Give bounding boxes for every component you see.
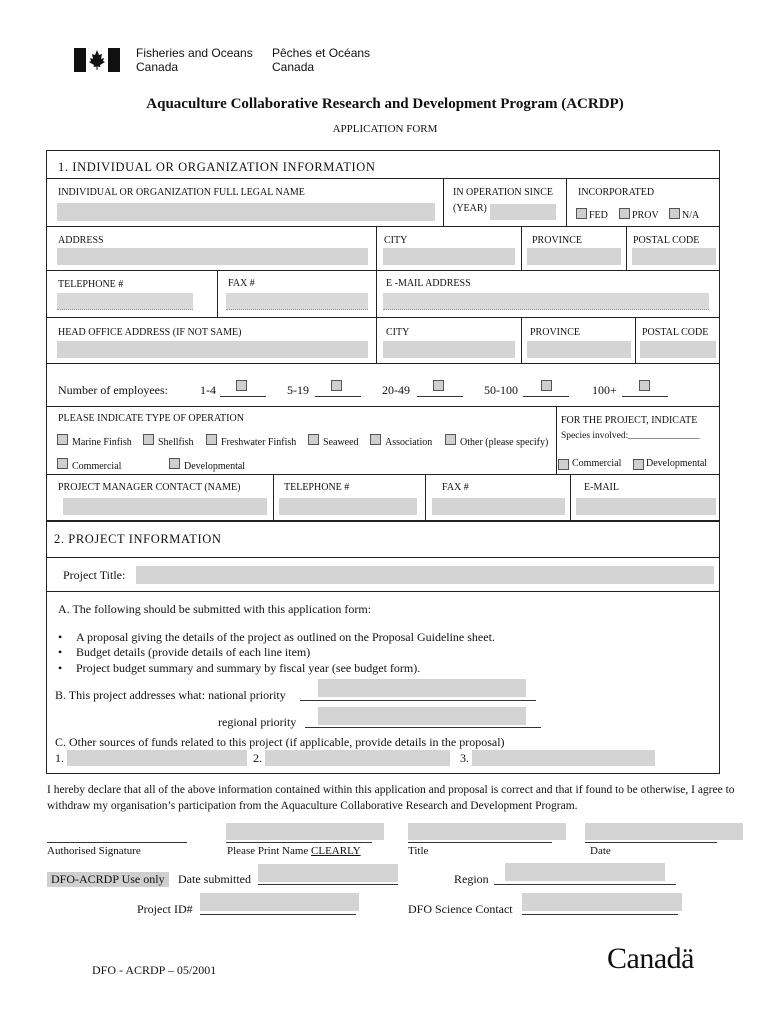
declaration-text: I hereby declare that all of the above information contained within this application and proposal is correct and that if found to be otherwise, I agree to withdraw my organisation’s participation from the Aquaculture Collaborative Research and Development Program. <box>47 784 735 812</box>
print-name-field[interactable] <box>226 823 384 840</box>
section-1-heading: 1. INDIVIDUAL OR ORGANIZATION INFORMATION <box>58 160 376 174</box>
postal-code-label: POSTAL CODE <box>633 235 700 246</box>
region-label: Region <box>454 872 489 886</box>
freshwater-finfish-label: Freshwater Finfish <box>221 437 297 448</box>
pm-contact-field[interactable] <box>63 498 267 515</box>
date-submitted-field[interactable] <box>258 864 398 882</box>
national-priority-field[interactable] <box>318 679 526 697</box>
project-id-label: Project ID# <box>137 902 193 916</box>
fed-checkbox[interactable] <box>576 208 587 219</box>
page-subtitle: APPLICATION FORM <box>332 123 438 135</box>
year-field[interactable] <box>490 204 556 220</box>
canada-flag-logo <box>74 48 120 72</box>
bullet-2: Budget details (provide details of each line item) <box>76 645 311 659</box>
section-2-heading: 2. PROJECT INFORMATION <box>54 532 222 546</box>
authorised-signature-label: Authorised Signature <box>47 845 141 857</box>
emp-range-5-label: 100+ <box>592 383 617 397</box>
email-label: E -MAIL ADDRESS <box>386 278 471 289</box>
dept-name-en-2: Canada <box>136 60 179 74</box>
office-use-label: DFO-ACRDP Use only <box>47 872 169 887</box>
emp-range-2-checkbox[interactable] <box>331 380 342 391</box>
marine-finfish-label: Marine Finfish <box>72 437 132 448</box>
fund-source-1-field[interactable] <box>67 750 247 766</box>
title-label: Title <box>408 845 429 857</box>
prov-label: PROV <box>632 210 659 221</box>
year-label: (YEAR) <box>453 203 487 214</box>
emp-range-5-checkbox[interactable] <box>639 380 650 391</box>
address-label: ADDRESS <box>58 235 104 246</box>
region-field[interactable] <box>505 863 665 881</box>
association-checkbox[interactable] <box>370 434 381 445</box>
emp-range-1-label: 1-4 <box>200 383 216 397</box>
in-operation-label: IN OPERATION SINCE <box>453 187 553 198</box>
print-name-label <box>227 845 361 857</box>
date-label: Date <box>590 845 611 857</box>
bullet-3: Project budget summary and summary by fiscal year (see budget form). <box>76 661 421 675</box>
attachments-intro: A. The following should be submitted with this application form: <box>58 602 372 616</box>
other-funds-label: C. Other sources of funds related to this project (if applicable, provide details in the proposal) <box>55 735 505 749</box>
other-checkbox[interactable] <box>445 434 456 445</box>
incorporated-label: INCORPORATED <box>578 187 655 198</box>
commercial2-label: Commercial <box>572 458 622 469</box>
emp-range-4-label: 50-100 <box>484 383 518 397</box>
developmental2-checkbox[interactable] <box>633 459 644 470</box>
na-checkbox[interactable] <box>669 208 680 219</box>
project-title-field[interactable] <box>136 566 714 584</box>
postal-code2-field[interactable] <box>640 341 716 358</box>
page-title: Aquaculture Collaborative Research and Development Program (ACRDP) <box>146 96 624 112</box>
emp-range-3-label: 20-49 <box>382 383 410 397</box>
project-title-label: Project Title: <box>63 568 126 582</box>
city2-field[interactable] <box>383 341 515 358</box>
pm-fax-field[interactable] <box>432 498 565 515</box>
province2-field[interactable] <box>527 341 631 358</box>
pm-email-field[interactable] <box>576 498 716 515</box>
pm-contact-label: PROJECT MANAGER CONTACT (NAME) <box>58 482 241 493</box>
pm-email-label: E-MAIL <box>584 482 619 493</box>
science-contact-label: DFO Science Contact <box>408 902 513 916</box>
bullet-3-dot: • <box>58 661 63 675</box>
head-office-field[interactable] <box>57 341 368 358</box>
clearly-text: CLEARLY <box>311 845 361 857</box>
marine-finfish-checkbox[interactable] <box>57 434 68 445</box>
telephone-field[interactable] <box>57 293 193 310</box>
pm-fax-label: FAX # <box>442 482 469 493</box>
province2-label: PROVINCE <box>530 327 581 338</box>
species-label: Species involved:_______________ <box>561 431 700 441</box>
fed-label: FED <box>589 210 608 221</box>
title-field[interactable] <box>408 823 566 840</box>
national-priority-label: B. This project addresses what: national priority <box>55 688 286 702</box>
canada-wordmark: Canadä <box>607 942 694 975</box>
city2-label: CITY <box>386 327 410 338</box>
province-field[interactable] <box>527 248 621 265</box>
commercial-label: Commercial <box>72 461 122 472</box>
bullet-1: A proposal giving the details of the project as outlined on the Proposal Guideline sheet. <box>76 630 495 644</box>
fax-label: FAX # <box>228 278 255 289</box>
developmental-checkbox[interactable] <box>169 458 180 469</box>
bullet-2-dot: • <box>58 645 63 659</box>
operation-type-label: PLEASE INDICATE TYPE OF OPERATION <box>58 413 244 424</box>
bullet-1-dot: • <box>58 630 63 644</box>
science-contact-field[interactable] <box>522 893 682 911</box>
emp-range-3-checkbox[interactable] <box>433 380 444 391</box>
project-id-field[interactable] <box>200 893 359 911</box>
emp-range-2-label: 5-19 <box>287 383 309 397</box>
pm-telephone-label: TELEPHONE # <box>284 482 350 493</box>
shellfish-label: Shellfish <box>158 437 194 448</box>
for-project-label: FOR THE PROJECT, INDICATE <box>561 415 698 426</box>
fund-source-3-label: 3. <box>460 751 469 765</box>
fax-field[interactable] <box>226 293 368 310</box>
na-label: N/A <box>682 210 700 221</box>
fund-source-3-field[interactable] <box>472 750 655 766</box>
commercial2-checkbox[interactable] <box>558 459 569 470</box>
seaweed-checkbox[interactable] <box>308 434 319 445</box>
pm-telephone-field[interactable] <box>279 498 417 515</box>
developmental2-label: Developmental <box>646 458 708 469</box>
postal-code2-label: POSTAL CODE <box>642 327 709 338</box>
seaweed-label: Seaweed <box>323 437 359 448</box>
dept-name-fr-1: Pêches et Océans <box>272 46 371 60</box>
regional-priority-label: regional priority <box>218 715 297 729</box>
employees-label: Number of employees: <box>58 383 168 397</box>
developmental-label: Developmental <box>184 461 246 472</box>
date-field[interactable] <box>585 823 743 840</box>
other-label: Other (please specify) <box>460 437 549 448</box>
legal-name-label: INDIVIDUAL OR ORGANIZATION FULL LEGAL NAME <box>58 187 305 198</box>
city-label: CITY <box>384 235 408 246</box>
association-label: Association <box>385 437 433 448</box>
address-field[interactable] <box>57 248 368 265</box>
fund-source-1-label: 1. <box>55 751 64 765</box>
postal-code-field[interactable] <box>632 248 716 265</box>
head-office-label: HEAD OFFICE ADDRESS (IF NOT SAME) <box>58 327 242 338</box>
regional-priority-field[interactable] <box>318 707 526 725</box>
dept-name-fr-2: Canada <box>272 60 315 74</box>
form-code: DFO - ACRDP – 05/2001 <box>92 963 217 977</box>
telephone-label: TELEPHONE # <box>58 279 124 290</box>
email-field[interactable] <box>383 293 709 310</box>
legal-name-field[interactable] <box>57 203 435 221</box>
freshwater-finfish-checkbox[interactable] <box>206 434 217 445</box>
fund-source-2-field[interactable] <box>265 750 450 766</box>
prov-checkbox[interactable] <box>619 208 630 219</box>
emp-range-4-checkbox[interactable] <box>541 380 552 391</box>
shellfish-checkbox[interactable] <box>143 434 154 445</box>
dept-name-en-1: Fisheries and Oceans <box>136 46 253 60</box>
province-label: PROVINCE <box>532 235 583 246</box>
print-name-text: Please Print Name <box>227 845 309 857</box>
fund-source-2-label: 2. <box>253 751 262 765</box>
emp-range-1-checkbox[interactable] <box>236 380 247 391</box>
city-field[interactable] <box>383 248 515 265</box>
commercial-checkbox[interactable] <box>57 458 68 469</box>
date-submitted-label: Date submitted <box>178 872 251 886</box>
